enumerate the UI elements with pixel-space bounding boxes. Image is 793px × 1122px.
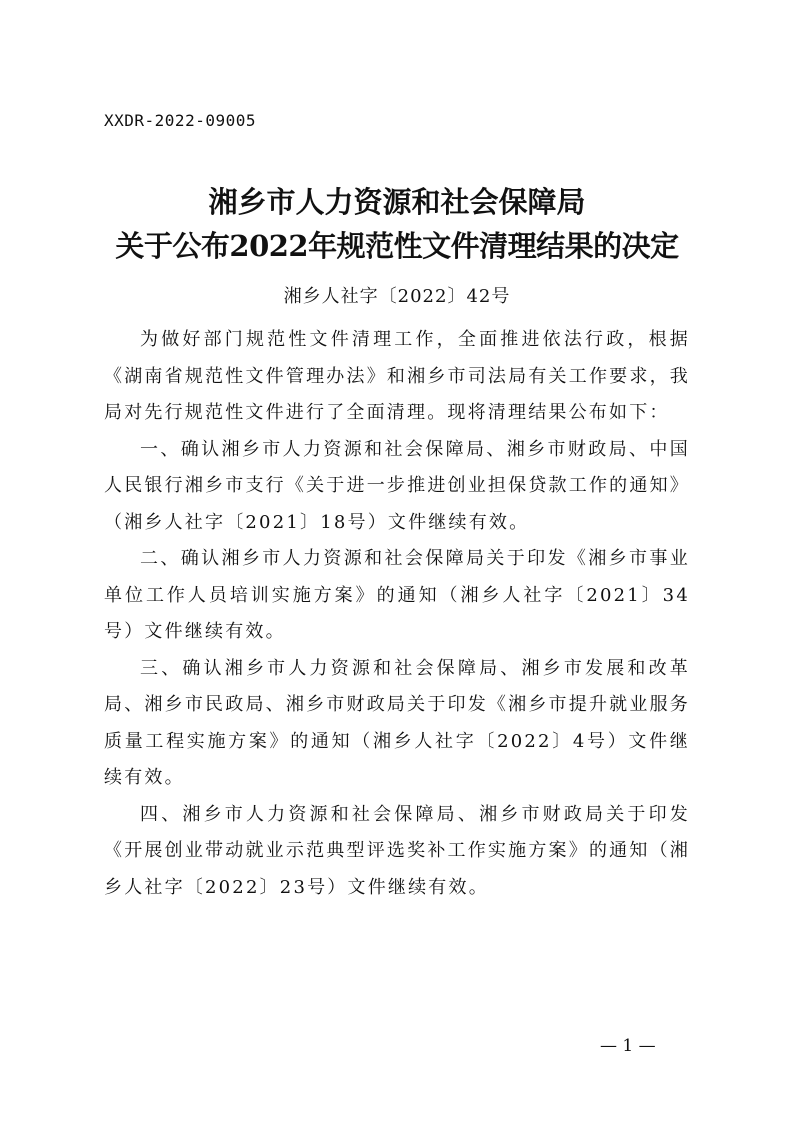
document-body [104,322,690,906]
paragraph-intro: 为做好部门规范性文件清理工作，全面推进依法行政，根据《湖南省规范性文件管理办法》和湘乡市司法局有关工作要求，我局对先行规范性文件进行了全面清理。现将清理结果公布如下： [104,329,690,423]
paragraph-item-3: 三、确认湘乡市人力资源和社会保障局、湘乡市发展和改革局、湘乡市民政局、湘乡市财政局关于印发《湘乡市提升就业服务质量工程实施方案》的通知（湘乡人社字〔2022〕4号）文件继续有效。 [104,657,690,788]
paragraph-item-1: 一、确认湘乡市人力资源和社会保障局、湘乡市财政局、中国人民银行湘乡市支行《关于进一步推进创业担保贷款工作的通知》（湘乡人社字〔2021〕18号）文件继续有效。 [104,438,690,533]
page-number: — 1 — [600,1036,656,1056]
paragraph-item-2: 二、确认湘乡市人力资源和社会保障局关于印发《湘乡市事业单位工作人员培训实施方案》的通知（湘乡人社字〔2021〕34号）文件继续有效。 [104,548,690,642]
paragraph-item-4: 四、湘乡市人力资源和社会保障局、湘乡市财政局关于印发《开展创业带动就业示范典型评选奖补工作实施方案》的通知（湘乡人社字〔2022〕23号）文件继续有效。 [104,803,690,898]
title-line-1: 湘乡市人力资源和社会保障局 [208,185,586,219]
document-number: 湘乡人社字〔2022〕42号 [283,286,511,307]
document-code: XXDR-2022-09005 [104,111,256,130]
document-title [104,180,690,268]
title-line-2: 关于公布2022年规范性文件清理结果的决定 [115,229,679,263]
